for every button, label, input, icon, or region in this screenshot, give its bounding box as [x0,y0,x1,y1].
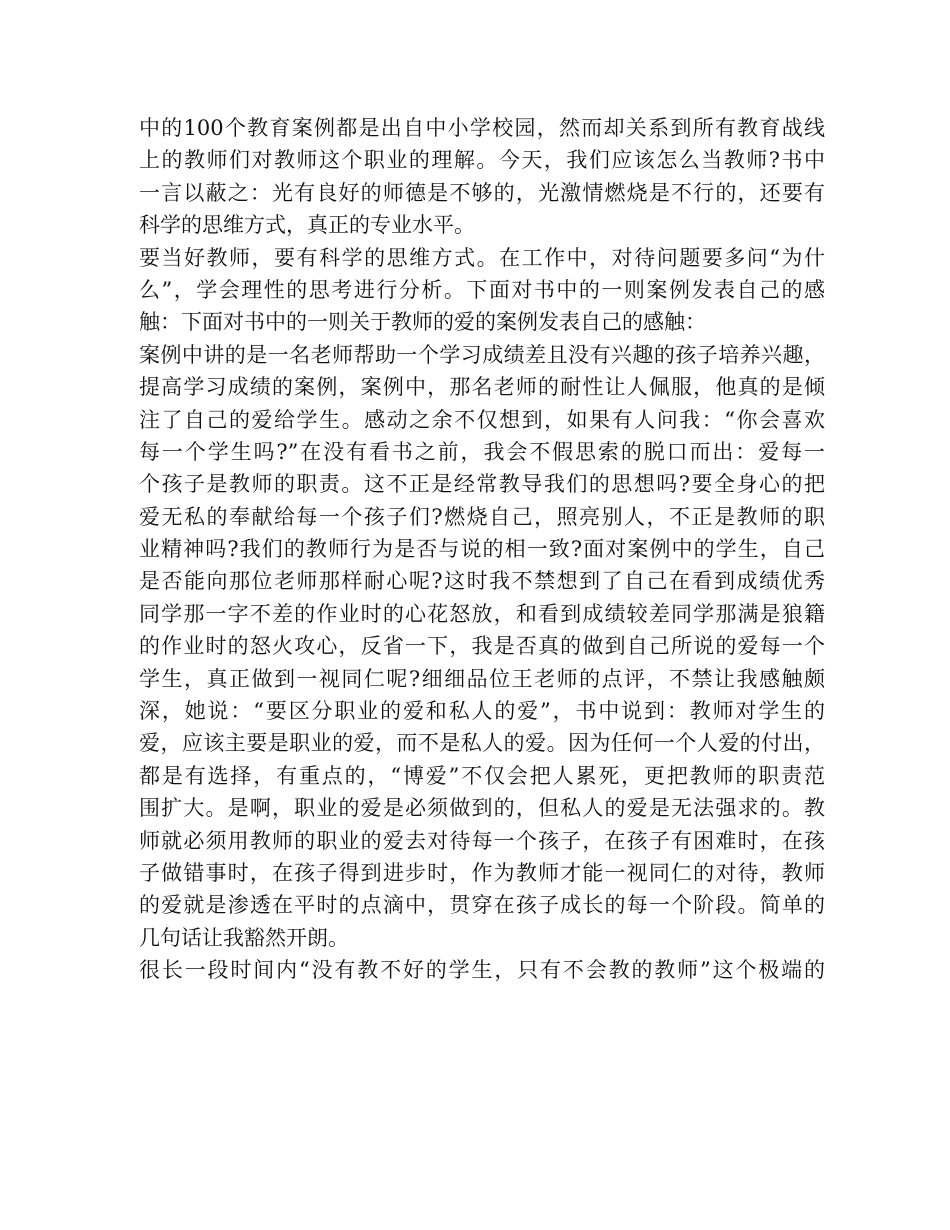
text-line: 都是有选择，有重点的，“博爱”不仅会把人累死，更把教师的职责范 [139,763,825,788]
text-line: 科学的思维方式，真正的专业水平。 [139,213,475,238]
text-line: 学生，真正做到一视同仁呢?细细品位王老师的点评，不禁让我感触颇 [139,666,825,691]
text-line: 案例中讲的是一名老师帮助一个学习成绩差且没有兴趣的孩子培养兴趣， [139,342,825,367]
text-line: 是否能向那位老师那样耐心呢?这时我不禁想到了自己在看到成绩优秀 [139,569,825,594]
text-line: 几句话让我豁然开朗。 [139,925,349,950]
text-line: 注了自己的爱给学生。感动之余不仅想到，如果有人问我：“你会喜欢 [139,407,825,432]
text-line: 子做错事时，在孩子得到进步时，作为教师才能一视同仁的对待，教师 [139,860,825,885]
text-line: 师就必须用教师的职业的爱去对待每一个孩子，在孩子有困难时，在孩 [139,828,825,853]
document-body [139,112,825,987]
text-line: 要当好教师，要有科学的思维方式。在工作中，对待问题要多问“为什 [139,245,825,270]
paragraph [139,242,825,339]
text-line: 一言以蔽之：光有良好的师德是不够的，光激情燃烧是不行的，还要有 [139,180,825,205]
text-line: 很长一段时间内“没有教不好的学生，只有不会教的教师”这个极端的 [139,958,825,983]
text-line: 同学那一字不差的作业时的心花怒放，和看到成绩较差同学那满是狼籍 [139,601,825,626]
text-line: 爱无私的奉献给每一个孩子们?燃烧自己，照亮别人，不正是教师的职 [139,504,825,529]
text-line: 围扩大。是啊，职业的爱是必须做到的，但私人的爱是无法强求的。教 [139,796,825,821]
text-line: 深，她说：“要区分职业的爱和私人的爱”，书中说到：教师对学生的 [139,699,825,724]
text-line: 个孩子是教师的职责。这不正是经常教导我们的思想吗?要全身心的把 [139,472,825,497]
text-line: 业精神吗?我们的教师行为是否与说的相一致?面对案例中的学生，自己 [139,537,825,562]
paragraph [139,112,825,242]
text-line: 爱，应该主要是职业的爱，而不是私人的爱。因为任何一个人爱的付出， [139,731,825,756]
text-line: 的爱就是渗透在平时的点滴中，贯穿在孩子成长的每一个阶段。简单的 [139,893,825,918]
text-line: 提高学习成绩的案例，案例中，那名老师的耐性让人佩服，他真的是倾 [139,375,825,400]
paragraph [139,339,825,954]
paragraph [139,954,825,986]
text-line: 触：下面对书中的一则关于教师的爱的案例发表自己的感触： [139,310,706,335]
text-line: 中的100个教育案例都是出自中小学校园，然而却关系到所有教育战线 [139,116,825,140]
text-line: 每一个学生吗?”在没有看书之前，我会不假思索的脱口而出：爱每一 [139,439,825,464]
text-line: 么”，学会理性的思考进行分析。下面对书中的一则案例发表自己的感 [139,277,825,302]
text-line: 上的教师们对教师这个职业的理解。今天，我们应该怎么当教师?书中 [139,148,825,173]
text-line: 的作业时的怒火攻心，反省一下，我是否真的做到自己所说的爱每一个 [139,634,825,659]
